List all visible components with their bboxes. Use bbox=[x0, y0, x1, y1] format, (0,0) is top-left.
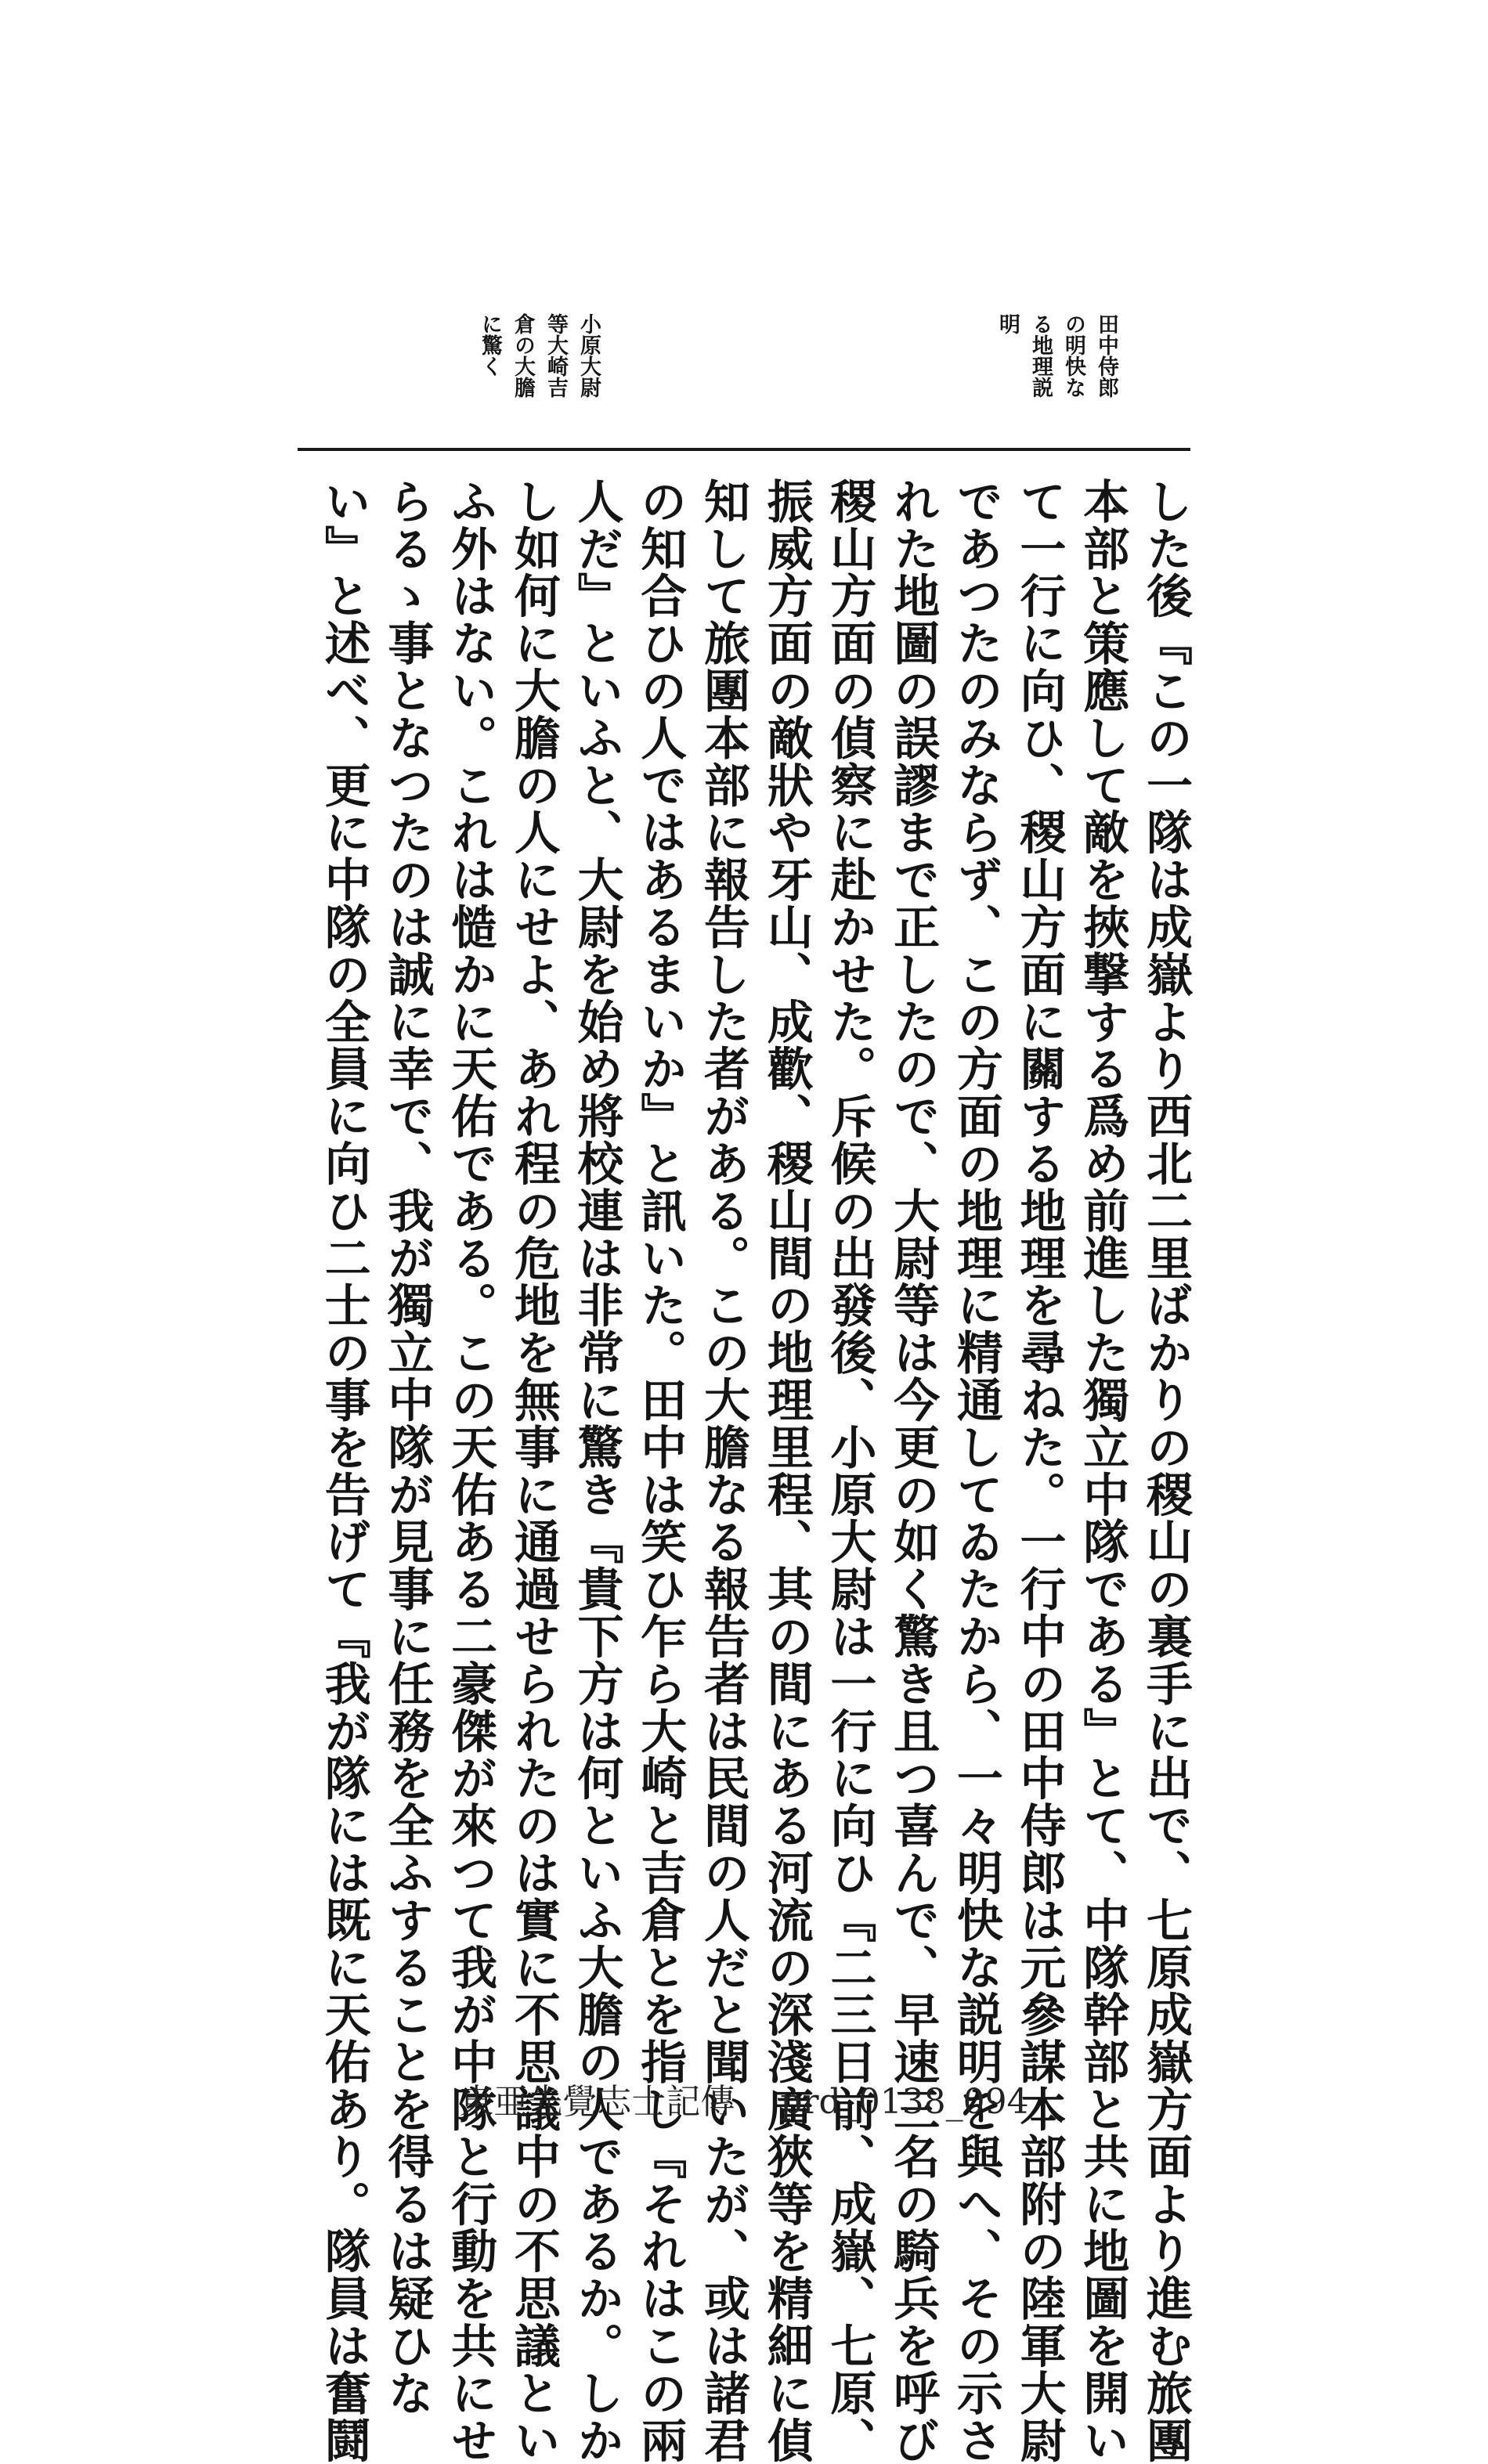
text-column-3: て一行に向ひ、稷山方面に關する地理を尋ねた。一行中の田中侍郎は元參謀本部附の陸軍大尉 bbox=[1012, 478, 1067, 2464]
text-column-11: し如何に大膽の人にせよ、あれ程の危地を無事に通過せられたのは實に不思議中の不思議とい bbox=[506, 478, 561, 2464]
page-id: prd_0138_094 bbox=[780, 2082, 1029, 2122]
margin-note-tanaka: 田中侍郎 の明快な る地理説 明 bbox=[995, 313, 1118, 398]
text-column-6: 稷山方面の偵察に赴かせた。斥候の出發後、小原大尉は一行に向ひ『二三日前、成嶽、七原、 bbox=[822, 478, 877, 2464]
text-column-4: であつたのみならず、この方面の地理に精通してゐたから、一々明快な説明を與へ、その示さ bbox=[948, 478, 1003, 2464]
text-column-1: した後『この一隊は成嶽より西北二里ばかりの稷山の裏手に出で、七原成嶽方面より進む旅團 bbox=[1138, 478, 1193, 2464]
text-column-8: 知して旅團本部に報告した者がある。この大膽なる報告者は民間の人だと聞いたが、或は諸君 bbox=[695, 478, 750, 2464]
text-column-2: 本部と策應して敵を挾撃する爲め前進した獨立中隊である』とて、中隊幹部と共に地圖を開い bbox=[1075, 478, 1130, 2464]
text-column-5: れた地圖の誤謬まで正したので、大尉等は今更の如く驚き且つ喜んで、早速三名の騎兵を呼び bbox=[886, 478, 941, 2464]
text-column-9: の知合ひの人ではあるまいか』と訊いた。田中は笑ひ乍ら大崎と吉倉とを指し『それはこの兩 bbox=[633, 478, 688, 2464]
book-title: 東亜先覺志士記傳 bbox=[459, 2082, 735, 2122]
text-column-10: 人だ』といふと、大尉を始め將校連は非常に驚き『貴下方は何といふ大膽の人であるか。しか bbox=[569, 478, 624, 2464]
page-footer bbox=[0, 2073, 1488, 2123]
margin-note-ohara: 小原大尉 等大崎吉 倉の大膽 に驚く bbox=[478, 313, 601, 398]
text-column-12: ふ外はない。これは慥かに天佑である。この天佑ある二豪傑が來つて我が中隊と行動を共にせ bbox=[443, 478, 498, 2464]
text-column-7: 振威方面の敵狀や牙山、成歡、稷山間の地理里程、其の間にある河流の深淺廣狹等を精細に偵 bbox=[759, 478, 814, 2464]
header-rule bbox=[298, 448, 1190, 451]
text-column-13: らるゝ事となつたのは誠に幸で、我が獨立中隊が見事に任務を全ふすることを得るは疑ひな bbox=[380, 478, 435, 2417]
text-column-14: い』と述べ、更に中隊の全員に向ひ二士の事を告げて『我が隊には既に天佑あり。隊員は奮鬪 bbox=[316, 478, 371, 2464]
